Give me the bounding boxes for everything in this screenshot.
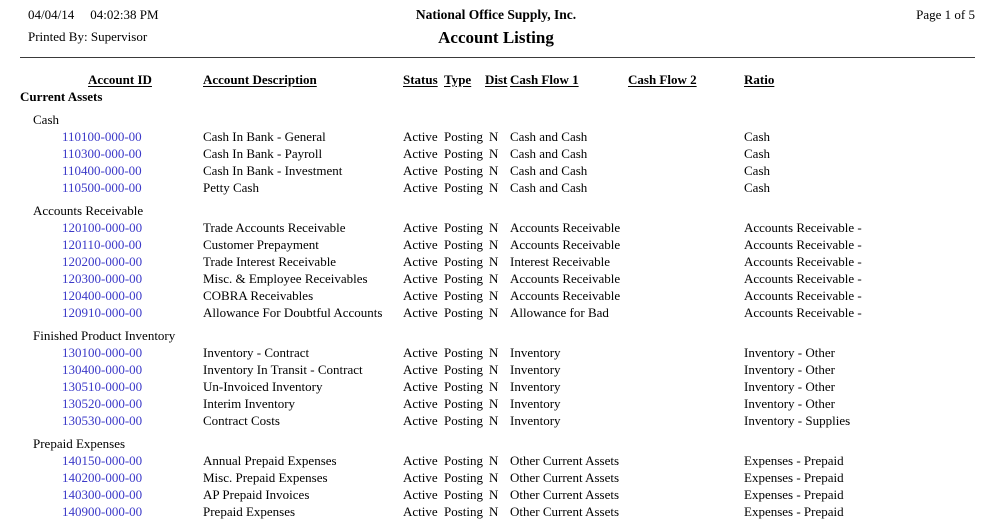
account-cash-flow-1: Accounts Receivable xyxy=(510,271,621,286)
account-status: Active xyxy=(403,453,438,468)
account-type: Posting xyxy=(444,487,484,502)
account-description: Prepaid Expenses xyxy=(203,504,296,519)
account-description: AP Prepaid Invoices xyxy=(203,487,310,502)
account-description: Inventory In Transit - Contract xyxy=(203,362,363,377)
account-cash-flow-2 xyxy=(628,469,744,486)
account-cash-flow-1: Inventory xyxy=(510,396,561,411)
account-description: Inventory - Contract xyxy=(203,345,310,360)
account-status: Active xyxy=(403,271,438,286)
account-cash-flow-2 xyxy=(628,253,744,270)
account-table-body xyxy=(20,88,992,520)
account-cash-flow-1: Inventory xyxy=(510,362,561,377)
account-cash-flow-2 xyxy=(628,162,744,179)
report-header xyxy=(0,0,992,57)
account-id-link[interactable]: 120110-000-00 xyxy=(62,237,142,252)
table-row xyxy=(20,378,992,395)
account-cash-flow-1: Interest Receivable xyxy=(510,254,610,269)
table-row xyxy=(20,162,992,179)
account-status: Active xyxy=(403,254,438,269)
account-ratio: Inventory - Supplies xyxy=(744,413,851,428)
account-id-link[interactable]: 120200-000-00 xyxy=(62,254,143,269)
account-status: Active xyxy=(403,504,438,519)
column-header-row xyxy=(20,71,992,88)
account-description: Cash In Bank - General xyxy=(203,129,326,144)
account-description: COBRA Receivables xyxy=(203,288,314,303)
account-type: Posting xyxy=(444,413,484,428)
report-title: Account Listing xyxy=(438,28,554,47)
col-header-description: Account Description xyxy=(203,72,317,87)
table-row xyxy=(20,486,992,503)
account-cash-flow-2 xyxy=(628,395,744,412)
account-cash-flow-2 xyxy=(628,361,744,378)
account-cash-flow-2 xyxy=(628,378,744,395)
account-cash-flow-2 xyxy=(628,486,744,503)
report-time: 04:02:38 PM xyxy=(90,7,159,22)
account-type: Posting xyxy=(444,504,484,519)
account-cash-flow-2 xyxy=(628,236,744,253)
account-cash-flow-2 xyxy=(628,128,744,145)
account-id-link[interactable]: 120400-000-00 xyxy=(62,288,143,303)
account-dist: N xyxy=(489,288,499,303)
table-row xyxy=(20,270,992,287)
page-indicator: Page 1 of 5 xyxy=(916,7,975,22)
table-row xyxy=(20,344,992,361)
account-status: Active xyxy=(403,396,438,411)
account-ratio: Inventory - Other xyxy=(744,379,835,394)
subsection-header: Finished Product Inventory xyxy=(33,328,176,343)
account-type: Posting xyxy=(444,180,484,195)
account-id-link[interactable]: 130100-000-00 xyxy=(62,345,143,360)
account-dist: N xyxy=(489,470,499,485)
account-cash-flow-1: Cash and Cash xyxy=(510,146,588,161)
account-type: Posting xyxy=(444,379,484,394)
account-ratio: Accounts Receivable - xyxy=(744,220,862,235)
account-type: Posting xyxy=(444,254,484,269)
account-status: Active xyxy=(403,146,438,161)
account-ratio: Inventory - Other xyxy=(744,396,835,411)
account-cash-flow-1: Cash and Cash xyxy=(510,129,588,144)
account-dist: N xyxy=(489,180,499,195)
col-header-cash-flow-1: Cash Flow 1 xyxy=(510,72,579,87)
account-cash-flow-1: Inventory xyxy=(510,345,561,360)
table-row xyxy=(20,179,992,196)
account-dist: N xyxy=(489,453,499,468)
account-type: Posting xyxy=(444,288,484,303)
account-ratio: Cash xyxy=(744,129,770,144)
account-ratio: Inventory - Other xyxy=(744,345,835,360)
table-row xyxy=(20,503,992,520)
col-header-status: Status xyxy=(403,72,438,87)
report-date: 04/04/14 xyxy=(28,7,75,22)
printed-by-label: Printed By: xyxy=(28,29,88,44)
table-row xyxy=(20,395,992,412)
account-cash-flow-2 xyxy=(628,412,744,429)
table-row xyxy=(20,145,992,162)
account-id-link[interactable]: 130520-000-00 xyxy=(62,396,143,411)
account-cash-flow-2 xyxy=(628,287,744,304)
account-dist: N xyxy=(489,487,499,502)
account-cash-flow-2 xyxy=(628,344,744,361)
printed-by-value: Supervisor xyxy=(90,29,148,44)
account-status: Active xyxy=(403,305,438,320)
account-subsection xyxy=(20,327,992,429)
account-description: Allowance For Doubtful Accounts xyxy=(203,305,383,320)
account-status: Active xyxy=(403,470,438,485)
account-cash-flow-1: Other Current Assets xyxy=(510,453,620,468)
account-cash-flow-1: Cash and Cash xyxy=(510,180,588,195)
account-ratio: Accounts Receivable - xyxy=(744,271,862,286)
account-type: Posting xyxy=(444,129,484,144)
subsection-header: Accounts Receivable xyxy=(33,203,144,218)
account-cash-flow-2 xyxy=(628,179,744,196)
account-id-link[interactable]: 130510-000-00 xyxy=(62,379,143,394)
table-row xyxy=(20,361,992,378)
group-header: Current Assets xyxy=(20,89,103,104)
account-ratio: Expenses - Prepaid xyxy=(744,470,844,485)
account-id-link[interactable]: 140900-000-00 xyxy=(62,504,143,519)
account-type: Posting xyxy=(444,470,484,485)
table-row xyxy=(20,469,992,486)
table-row xyxy=(20,253,992,270)
account-cash-flow-1: Inventory xyxy=(510,379,561,394)
account-ratio: Expenses - Prepaid xyxy=(744,453,844,468)
account-description: Interim Inventory xyxy=(203,396,296,411)
account-id-link[interactable]: 130530-000-00 xyxy=(62,413,143,428)
account-type: Posting xyxy=(444,163,484,178)
account-cash-flow-2 xyxy=(628,452,744,469)
account-ratio: Accounts Receivable - xyxy=(744,237,862,252)
header-divider xyxy=(20,57,975,58)
account-description: Trade Interest Receivable xyxy=(203,254,337,269)
account-id-link[interactable]: 120300-000-00 xyxy=(62,271,143,286)
table-row xyxy=(20,304,992,321)
account-dist: N xyxy=(489,379,499,394)
account-id-link[interactable]: 140150-000-00 xyxy=(62,453,143,468)
account-type: Posting xyxy=(444,345,484,360)
table-row xyxy=(20,128,992,145)
account-ratio: Expenses - Prepaid xyxy=(744,487,844,502)
account-cash-flow-1: Other Current Assets xyxy=(510,487,620,502)
account-status: Active xyxy=(403,413,438,428)
account-status: Active xyxy=(403,129,438,144)
account-id-link[interactable]: 140200-000-00 xyxy=(62,470,143,485)
account-subsection xyxy=(20,202,992,321)
account-status: Active xyxy=(403,163,438,178)
account-ratio: Cash xyxy=(744,146,770,161)
account-cash-flow-2 xyxy=(628,145,744,162)
account-id-link[interactable]: 120910-000-00 xyxy=(62,305,143,320)
subsection-header: Cash xyxy=(33,112,59,127)
account-dist: N xyxy=(489,163,499,178)
account-type: Posting xyxy=(444,305,484,320)
account-status: Active xyxy=(403,237,438,252)
account-description: Un-Invoiced Inventory xyxy=(203,379,323,394)
account-status: Active xyxy=(403,288,438,303)
account-dist: N xyxy=(489,396,499,411)
account-ratio: Accounts Receivable - xyxy=(744,288,862,303)
col-header-type: Type xyxy=(444,72,472,87)
account-dist: N xyxy=(489,254,499,269)
col-header-account-id: Account ID xyxy=(88,72,152,87)
account-cash-flow-1: Inventory xyxy=(510,413,561,428)
account-dist: N xyxy=(489,237,499,252)
table-row xyxy=(20,412,992,429)
account-cash-flow-1: Accounts Receivable xyxy=(510,288,621,303)
account-type: Posting xyxy=(444,453,484,468)
account-id-link[interactable]: 130400-000-00 xyxy=(62,362,143,377)
account-dist: N xyxy=(489,345,499,360)
account-ratio: Accounts Receivable - xyxy=(744,305,862,320)
account-description: Misc. & Employee Receivables xyxy=(203,271,368,286)
account-type: Posting xyxy=(444,237,484,252)
account-cash-flow-2 xyxy=(628,503,744,520)
col-header-cash-flow-2: Cash Flow 2 xyxy=(628,72,697,87)
account-id-link[interactable]: 110100-000-00 xyxy=(62,129,142,144)
account-ratio: Expenses - Prepaid xyxy=(744,504,844,519)
account-type: Posting xyxy=(444,220,484,235)
table-row xyxy=(20,452,992,469)
account-ratio: Accounts Receivable - xyxy=(744,254,862,269)
account-subsection xyxy=(20,111,992,196)
account-status: Active xyxy=(403,180,438,195)
account-id-link[interactable]: 140300-000-00 xyxy=(62,487,143,502)
account-description: Petty Cash xyxy=(203,180,259,195)
account-dist: N xyxy=(489,413,499,428)
account-cash-flow-1: Accounts Receivable xyxy=(510,220,621,235)
account-type: Posting xyxy=(444,146,484,161)
account-description: Misc. Prepaid Expenses xyxy=(203,470,328,485)
account-description: Annual Prepaid Expenses xyxy=(203,453,337,468)
account-cash-flow-1: Other Current Assets xyxy=(510,504,620,519)
account-dist: N xyxy=(489,504,499,519)
account-type: Posting xyxy=(444,396,484,411)
account-cash-flow-1: Accounts Receivable xyxy=(510,237,621,252)
company-name: National Office Supply, Inc. xyxy=(415,7,577,22)
account-ratio: Inventory - Other xyxy=(744,362,835,377)
col-header-dist: Dist xyxy=(485,72,508,87)
account-dist: N xyxy=(489,220,499,235)
account-cash-flow-2 xyxy=(628,219,744,236)
account-listing-table xyxy=(0,71,992,520)
account-status: Active xyxy=(403,487,438,502)
account-cash-flow-1: Other Current Assets xyxy=(510,470,620,485)
account-status: Active xyxy=(403,345,438,360)
account-id-link[interactable]: 110500-000-00 xyxy=(62,180,142,195)
account-subsection xyxy=(20,435,992,520)
account-description: Cash In Bank - Payroll xyxy=(203,146,323,161)
account-dist: N xyxy=(489,362,499,377)
account-type: Posting xyxy=(444,271,484,286)
table-row xyxy=(20,219,992,236)
report-titles xyxy=(0,7,992,48)
table-row xyxy=(20,287,992,304)
account-id-link[interactable]: 110300-000-00 xyxy=(62,146,142,161)
account-cash-flow-2 xyxy=(628,270,744,287)
account-description: Contract Costs xyxy=(203,413,280,428)
account-type: Posting xyxy=(444,362,484,377)
account-description: Trade Accounts Receivable xyxy=(203,220,346,235)
account-cash-flow-1: Cash and Cash xyxy=(510,163,588,178)
account-id-link[interactable]: 110400-000-00 xyxy=(62,163,142,178)
account-ratio: Cash xyxy=(744,163,770,178)
account-status: Active xyxy=(403,379,438,394)
account-dist: N xyxy=(489,129,499,144)
table-row xyxy=(20,236,992,253)
account-description: Cash In Bank - Investment xyxy=(203,163,343,178)
account-id-link[interactable]: 120100-000-00 xyxy=(62,220,143,235)
account-cash-flow-1: Allowance for Bad xyxy=(510,305,609,320)
col-header-ratio: Ratio xyxy=(744,72,775,87)
account-cash-flow-2 xyxy=(628,304,744,321)
account-dist: N xyxy=(489,305,499,320)
account-dist: N xyxy=(489,271,499,286)
account-description: Customer Prepayment xyxy=(203,237,319,252)
account-status: Active xyxy=(403,220,438,235)
subsection-header: Prepaid Expenses xyxy=(33,436,126,451)
account-dist: N xyxy=(489,146,499,161)
account-ratio: Cash xyxy=(744,180,770,195)
account-status: Active xyxy=(403,362,438,377)
